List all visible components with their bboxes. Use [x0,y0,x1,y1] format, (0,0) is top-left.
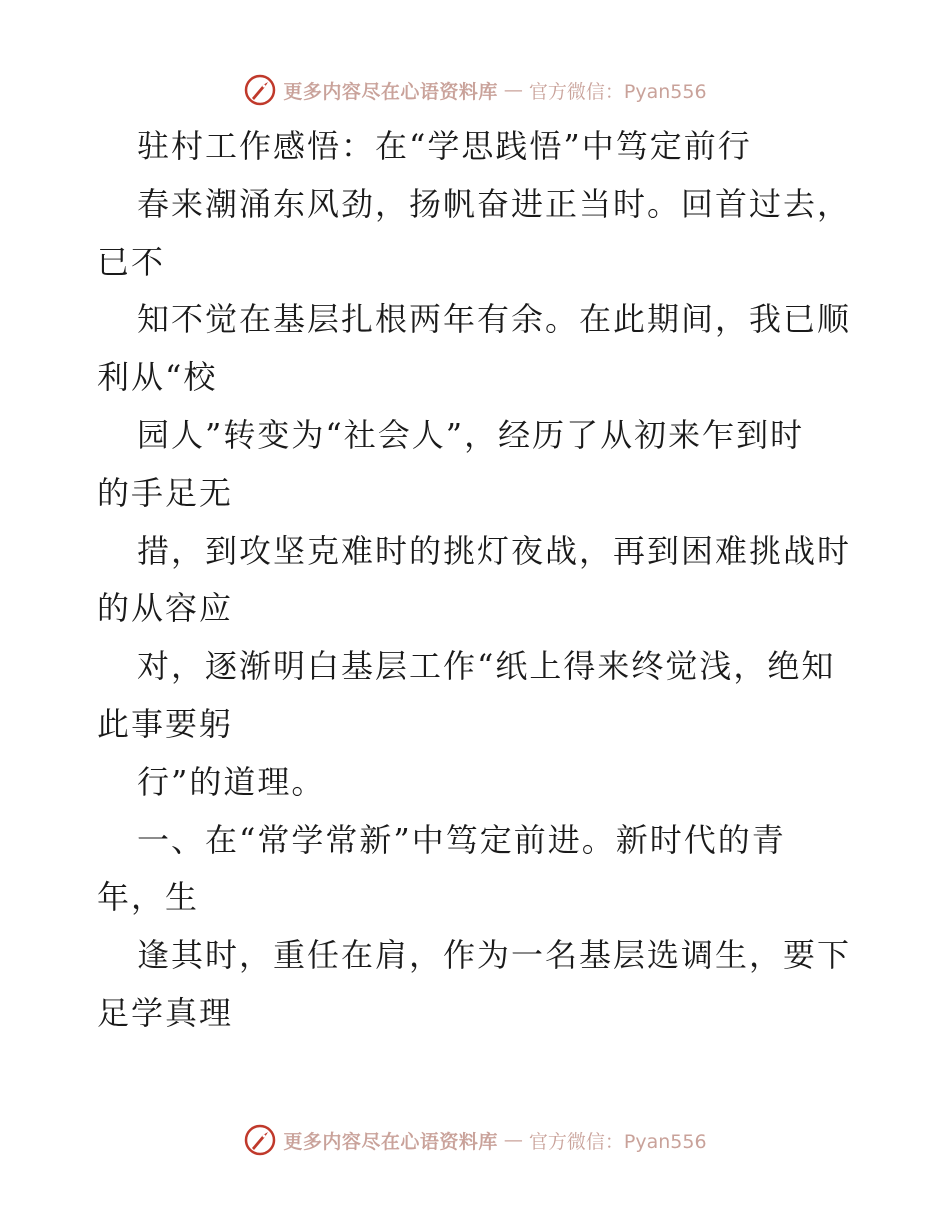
text-line: 园人”转变为“社会人”，经历了从初来乍到时 [137,415,805,454]
text-line: 的从容应 [97,589,234,628]
text-line: 年，生 [97,878,200,917]
document-body [97,118,857,1043]
watermark-brand: 更多内容尽在心语资料库 [283,1130,498,1153]
watermark-wechat: 官方微信：Pyan556 [528,1130,707,1153]
text-line: 一、在“常学常新”中笃定前进。新时代的青 [137,820,786,859]
text-line: 行”的道理。 [137,762,326,801]
text-line: 此事要躬 [97,704,234,743]
text-line: 春来潮涌东风劲，扬帆奋进正当时。回首过去， [137,184,852,223]
pen-nib-logo-icon [243,73,277,107]
text-line: 措，到攻坚克难时的挑灯夜战，再到困难挑战时 [137,531,852,570]
watermark-dash: — [503,1129,523,1151]
text-line: 的手足无 [97,473,234,512]
text-line: 利从“校 [97,358,218,397]
header-watermark [0,70,950,110]
footer-watermark [0,1120,950,1160]
pen-nib-logo-icon [243,1123,277,1157]
text-line: 足学真理 [97,993,234,1032]
text-line: 驻村工作感悟：在“学思践悟”中笃定前行 [137,127,752,165]
watermark-dash: — [503,79,523,101]
text-line: 已不 [97,242,166,281]
text-line: 逢其时，重任在肩，作为一名基层选调生，要下 [137,936,852,975]
watermark-wechat: 官方微信：Pyan556 [528,80,707,103]
text-line: 对，逐渐明白基层工作“纸上得来终觉浅，绝知 [137,647,836,686]
watermark-brand: 更多内容尽在心语资料库 [283,80,498,103]
text-line: 知不觉在基层扎根两年有余。在此期间，我已顺 [137,300,852,339]
